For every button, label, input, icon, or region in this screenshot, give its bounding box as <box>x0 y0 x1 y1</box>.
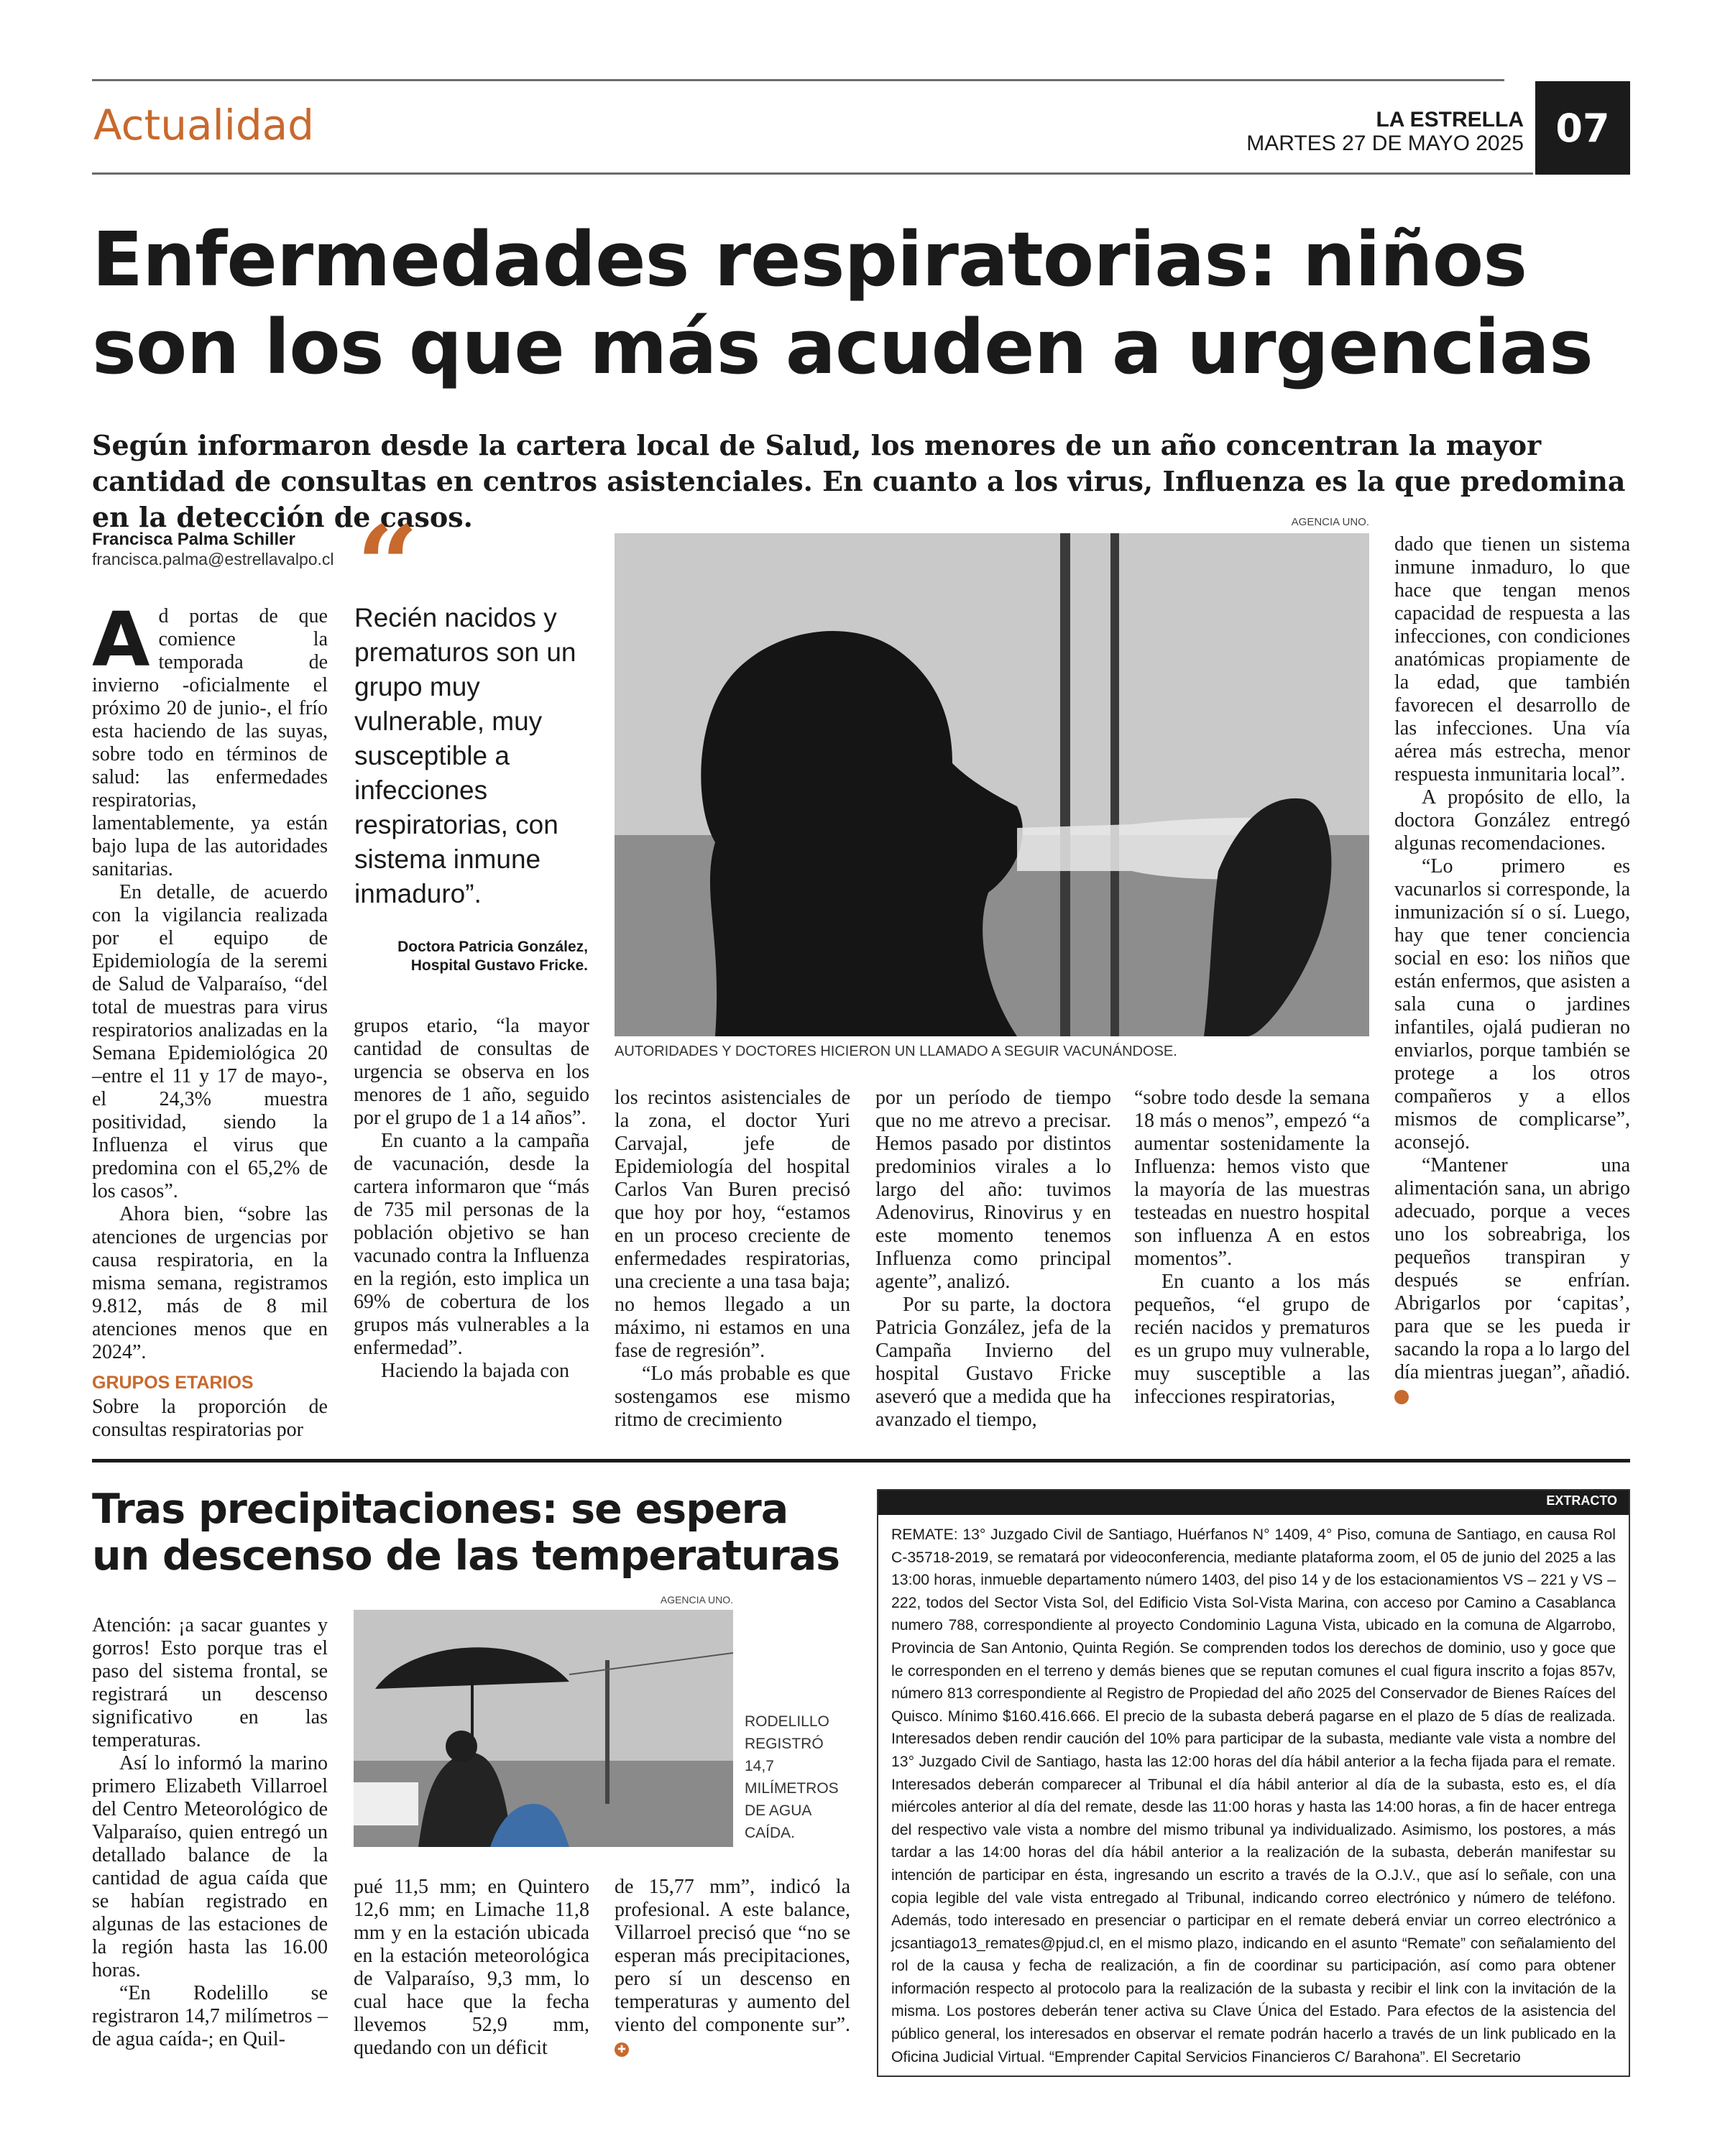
paragraph: pué 11,5 mm; en Quintero 12,6 mm; en Limache 11,8 mm y en la estación ubicada en la estación meteorológica de Valparaíso, 9,3 mm, lo cual hace que la fecha llevemos 52,9 mm, quedando con un déficit <box>354 1876 589 2059</box>
subheadline: Según informaron desde la cartera local de Salud, los menores de un año concentran la mayor cantidad de consultas en centros asistenciales. En cuanto a los virus, Influenza es la que predomina en la detección de casos. <box>92 429 1626 533</box>
paper-name: LA ESTRELLA <box>1376 108 1524 132</box>
paragraph: por un período de tiempo que no me atrevo a precisar. Hemos pasado por distintos predominios virales a lo largo del año: tuvimos Adenovirus, Rinovirus y en este momento tenemos Influenza como principal agente”, analizó. <box>875 1087 1111 1293</box>
legal-notice-text: REMATE: 13° Juzgado Civil de Santiago, Huérfanos N° 1409, 4° Piso, comuna de Santiago, en causa Rol C-35718-2019, se rematará por videoconferencia, mediante plataforma zoom, el 05 de junio del 2025 a las 13:00 horas, inmueble departamento número 1403, del piso 14 y de los estacionamientos VS – 221 y VS – 222, todos del Sector Vista Sol, del Edificio Vista Sol-Vista Marina, con acceso por Camino a Casablanca numero 788, correspondiente al proyecto Condominio Laguna Vista, ubicado en la comuna de Algarrobo, Provincia de San Antonio, Quinta Región. Se comprenden todos los derechos de dominio, uso y goce que le corresponden en el terreno y demás bienes que se reputan comunes el cual figura inscrito a fojas 857v, número 813 correspondiente al Registro de Propiedad del año 2025 del Conservador de Bienes Raíces del Quisco. Mínimo $160.416.666. El precio de la subasta deberá pagarse en el plazo de 5 días de realizada. Interesados deben rendir caución del 10% para participar de la subasta, mediante vale vista a nombre del 13° Juzgado Civil de Santiago, hasta las 12:00 horas del día hábil anterior a la fecha fijada para el remate. Interesados deberán comparecer al Tribunal el día hábil anterior al día de la subasta, esto es, el día miércoles anterior al día del remate, desde las 11:00 horas y hasta las 14:00 horas, a fin de hacer entrega del respectivo vale vista a nombre del mismo tribunal ya individualizado. Asimismo, los postores, a más tardar a las 14:00 horas del día hábil anterior a la realización de la subasta, deberán manifestar su intención de participar en ésta, ingresando un escrito a través de la O.J.V., que así lo señale, con una copia legible del vale vista entregado al Tribunal, indicando correo electrónico y número de teléfono. Además, todo interesado en presenciar o participar en el remate deberá enviar un correo electrónico a jcsantiago13_remates@pjud.cl, en el mismo plazo, indicando en el asunto “Remate” con señalamiento del rol de la causa y fecha de realización, a fin de coordinar su participación, así como para obtener información respecto al protocolo para la realización de la subasta y recibir el link con la invitación de la misma. Los postores deberán tener activa su Clave Única del Estado. Para efectos de la asistencia del público general, los interesados en observar el remate podrán hacerlo a través de un link publicado en la Oficina Judicial Virtual. “Emprender Capital Servicios Financieros C/ Barahona”. El Secretario <box>891 1526 1616 2065</box>
section-label: Actualidad <box>93 101 314 149</box>
headline: Enfermedades respiratorias: niños son los que más acuden a urgencias <box>92 216 1593 391</box>
page-number: 07 <box>1535 81 1630 175</box>
paragraph: dado que tienen un sistema inmune inmaduro, lo que hace que tengan menos capacidad de respuesta a las infecciones, con condiciones anatómicas propiamente de la edad, que también favorecen el desarrollo de las infecciones. Una vía aérea más estrecha, menor respuesta inmunitaria local”. <box>1394 533 1630 786</box>
paragraph: “sobre todo desde la semana 18 más o menos”, empezó “a aumentar sostenidamente la Influenza: hemos visto que la mayoría de las muestras testeadas en nuestro hospital son influenza A en estos momentos”. <box>1134 1087 1370 1270</box>
secondary-column-3 <box>615 1876 850 2060</box>
paragraph: Sobre la proporción de consultas respiratorias por <box>92 1396 328 1441</box>
article-column-4 <box>875 1087 1111 1432</box>
paragraph: En detalle, de acuerdo con la vigilancia realizada por el equipo de Epidemiología de la seremi de Salud de Valparaíso, “del total de muestras para virus respiratorios analizadas en la Semana Epidemiológica 20 –entre el 11 y 17 de mayo-, el 24,3% muestra positividad, siendo la Influenza el virus que predomina con el 65,2% de los casos”. <box>92 881 328 1202</box>
article-column-3 <box>615 1087 850 1432</box>
photo-rain-scene <box>354 1610 733 1847</box>
article-column-6 <box>1394 533 1630 1407</box>
photo-caption: RODELILLO REGISTRÓ 14,7 MILÍMETROS DE AGUA CAÍDA. <box>745 1713 839 1841</box>
paragraph: “En Rodelillo se registraron 14,7 milímetros –de agua caída-; en Quil- <box>92 1982 328 2050</box>
quote-mark-icon: “ <box>356 502 419 629</box>
photo-vaccination <box>615 533 1369 1036</box>
byline-author: Francisca Palma Schiller <box>92 530 295 549</box>
issue-date: MARTES 27 DE MAYO 2025 <box>1246 132 1524 155</box>
paragraph: Así lo informó la marino primero Elizabeth Villarroel del Centro Meteorológico de Valparaíso, quien entregó un detallado balance de la cantidad de agua caída que se habían registrado en algunas de las estaciones de la región hasta las 16.00 horas. <box>92 1752 328 1981</box>
pull-quote: Recién nacidos y prematuros son un grupo muy vulnerable, muy susceptible a infecciones respiratorias, con sistema inmune inmaduro”. <box>354 603 576 908</box>
secondary-column-1 <box>92 1614 328 2051</box>
top-rule <box>92 79 1504 81</box>
photo-rain <box>354 1610 733 1847</box>
paragraph: En cuanto a los más pequeños, “el grupo de recién nacidos y prematuros es un grupo muy vulnerable, muy susceptible a las infecciones respiratorias, <box>1134 1271 1370 1408</box>
paragraph: de 15,77 mm”, indicó la profesional. A este balance, Villarroel precisó que “no se esperan más precipitaciones, pero sí un descenso en temperaturas y aumento del viento del componente sur”. <box>615 1876 850 2036</box>
article-divider <box>92 1459 1630 1462</box>
photo-credit: AGENCIA UNO. <box>660 1594 733 1606</box>
paragraph: Por su parte, la doctora Patricia González, jefa de la Campaña Invierno del hospital Gustavo Fricke aseveró que a medida que ha avanzado el tiempo, <box>875 1294 1111 1431</box>
paragraph: “Lo más probable es que sostengamos ese mismo ritmo de crecimiento <box>615 1363 850 1431</box>
paragraph: A propósito de ello, la doctora González entregó algunas recomendaciones. <box>1394 786 1630 854</box>
paragraph: Haciendo la bajada con <box>381 1360 569 1382</box>
drop-cap: A <box>92 596 150 683</box>
paragraph: Ahora bien, “sobre las atenciones de urgencias por causa respiratoria, en la misma semana, registramos 9.812, más de 8 mil atenciones menos que en 2024”. <box>92 1203 328 1363</box>
end-mark-icon: ✚ <box>615 2042 629 2057</box>
end-mark-icon: ✚ <box>1394 1390 1409 1404</box>
article-column-2 <box>354 1015 589 1383</box>
paragraph: los recintos asistenciales de la zona, el doctor Yuri Carvajal, jefe de Epidemiología del hospital Carlos Van Buren precisó que hoy por hoy, “estamos en un proceso creciente de enfermedades respiratorias, una creciente a una tasa baja; no hemos llegado a un máximo, ni estamos en una fase de regresión”. <box>615 1087 850 1362</box>
photo-silhouette <box>615 533 1369 1036</box>
byline-email[interactable]: francisca.palma@estrellavalpo.cl <box>92 550 334 568</box>
article-column-5 <box>1134 1087 1370 1409</box>
paragraph: grupos etario, “la mayor cantidad de consultas de urgencia se observa en los menores de 1 año, seguido por el grupo de 1 a 14 años”. <box>354 1015 589 1129</box>
paragraph: Atención: ¡a sacar guantes y gorros! Esto porque tras el paso del sistema frontal, se registrará un descenso significativo en las temperaturas. <box>92 1614 328 1751</box>
legal-notice-header-bar <box>878 1491 1629 1515</box>
photo-credit: AGENCIA UNO. <box>1291 516 1369 528</box>
photo-caption: AUTORIDADES Y DOCTORES HICIERON UN LLAMADO A SEGUIR VACUNÁNDOSE. <box>615 1044 1177 1059</box>
paragraph: En cuanto a la campaña de vacunación, desde la cartera informaron que “más de 735 mil personas de la población objetivo se han vacunado contra la Influenza en la región, esto implica un 69% de cobertura de los grupos más vulnerables a la enfermedad”. <box>354 1130 589 1359</box>
paragraph: d portas de que comience la temporada de invierno -oficialmente el próximo 20 de junio-, el frío esta haciendo de las suyas, sobre todo en términos de salud: las enfermedades respiratorias, lamentablemente, ya están bajo lupa de las autoridades sanitarias. <box>92 605 328 880</box>
paragraph: “Mantener una alimentación sana, un abrigo adecuado, porque a veces uno los sobreabriga, los pequeños transpiran y después se enfrían. Abrigarlos por ‘capitas’, para que se les pueda ir sacando la ropa a lo largo del día mientras juegan”, añadió. <box>1394 1154 1630 1383</box>
pull-quote-attribution: Doctora Patricia González, Hospital Gustavo Fricke. <box>397 939 588 974</box>
subhead-grupos-etarios: GRUPOS ETARIOS <box>92 1373 254 1393</box>
secondary-headline: Tras precipitaciones: se espera un descenso de las temperaturas <box>92 1485 840 1580</box>
section-rule <box>92 172 1533 175</box>
legal-notice-label: EXTRACTO <box>1546 1493 1617 1508</box>
paragraph: “Lo primero es vacunarlos si corresponde, la inmunización sí o sí. Luego, hay que tener conciencia social en eso: los niños que están enfermos, que asisten a sala cuna o jardines infantiles, ojalá pudieran no enviarlos, porque también se protege a los otros compañeros y a ellos mismos de complicarse”, aconsejó. <box>1394 855 1630 1153</box>
secondary-column-2 <box>354 1876 589 2060</box>
article-column-1 <box>92 596 328 1442</box>
